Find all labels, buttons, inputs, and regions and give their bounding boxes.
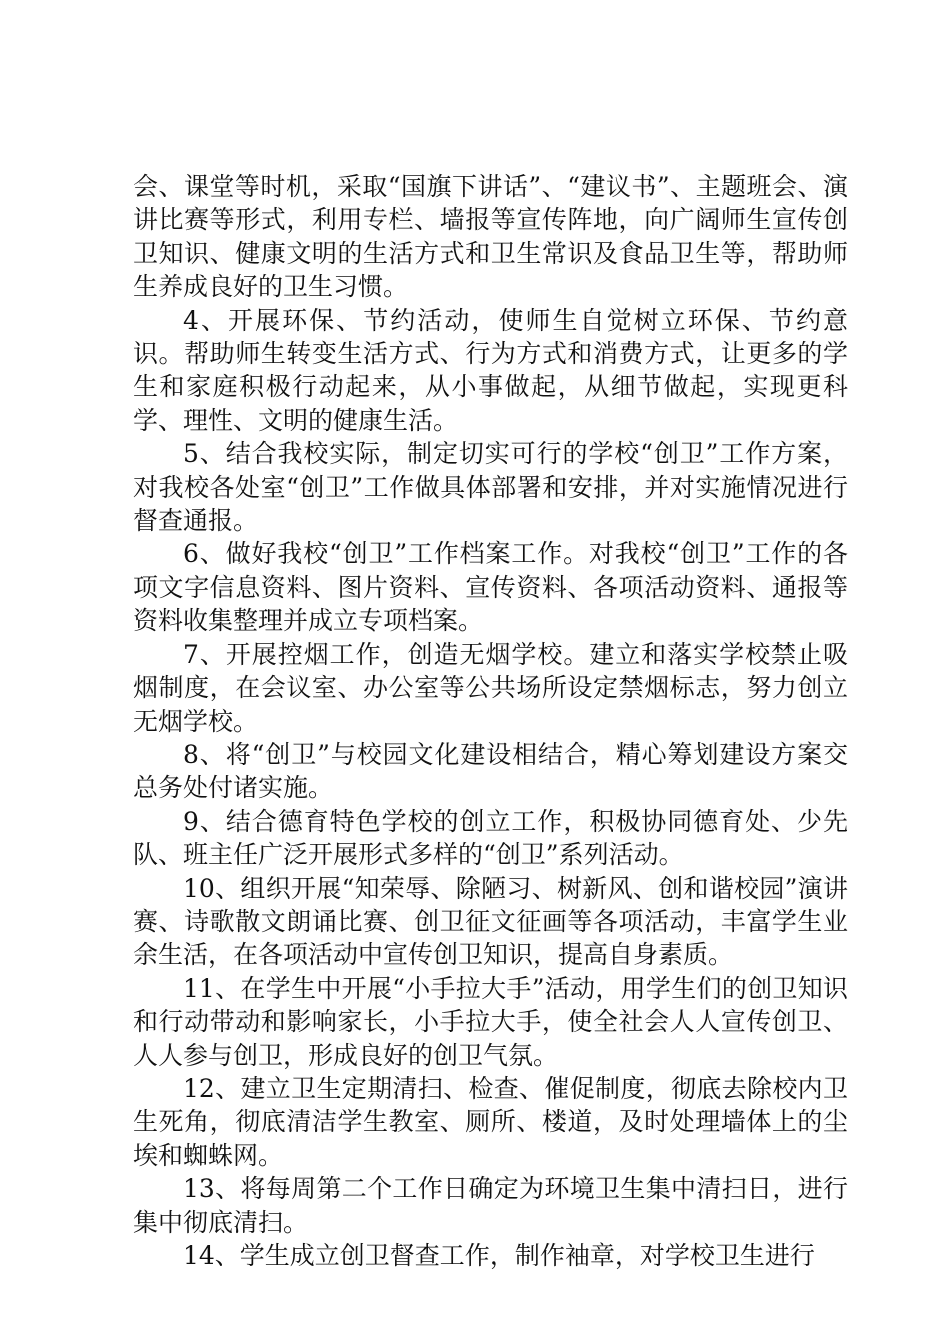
paragraph-item-6: 6、做好我校“创卫”工作档案工作。对我校“创卫”工作的各项文字信息资料、图片资料、宣传资料、各项活动资料、通报等资料收集整理并成立专项档案。 — [133, 539, 848, 636]
paragraph-item-8: 8、将“创卫”与校园文化建设相结合，精心筹划建设方案交总务处付诸实施。 — [133, 739, 848, 803]
paragraph-item-14: 14、学生成立创卫督查工作，制作袖章，对学校卫生进行 — [183, 1241, 815, 1270]
paragraph-item-12: 12、建立卫生定期清扫、检查、催促制度，彻底去除校内卫生死角，彻底清洁学生教室、厕所、楼道，及时处理墙体上的尘埃和蜘蛛网。 — [133, 1073, 848, 1170]
paragraph-item-11: 11、在学生中开展“小手拉大手”活动，用学生们的创卫知识和行动带动和影响家长，小手拉大手，使全社会人人宣传创卫、人人参与创卫，形成良好的创卫气氛。 — [133, 973, 848, 1070]
paragraph-item-7: 7、开展控烟工作，创造无烟学校。建立和落实学校禁止吸烟制度，在会议室、办公室等公共场所设定禁烟标志，努力创立无烟学校。 — [133, 639, 848, 736]
paragraph-item-4: 4、开展环保、节约活动，使师生自觉树立环保、节约意识。帮助师生转变生活方式、行为方式和消费方式，让更多的学生和家庭积极行动起来，从小事做起，从细节做起，实现更科学、理性、文明的健康生活。 — [133, 305, 848, 435]
paragraph-continuation: 会、课堂等时机，采取“国旗下讲话”、“建议书”、主题班会、演讲比赛等形式，利用专栏、墙报等宣传阵地，向广阔师生宣传创卫知识、健康文明的生活方式和卫生常识及食品卫生等，帮助师生养成良好的卫生习惯。 — [133, 172, 848, 302]
paragraph-item-9: 9、结合德育特色学校的创立工作，积极协同德育处、少先队、班主任广泛开展形式多样的“创卫”系列活动。 — [133, 806, 848, 870]
document-body — [133, 170, 848, 1272]
paragraph-item-5: 5、结合我校实际，制定切实可行的学校“创卫”工作方案，对我校各处室“创卫”工作做具体部署和安排，并对实施情况进行督查通报。 — [133, 439, 848, 536]
paragraph-item-10: 10、组织开展“知荣辱、除陋习、树新风、创和谐校园”演讲赛、诗歌散文朗诵比赛、创卫征文征画等各项活动，丰富学生业余生活，在各项活动中宣传创卫知识，提高自身素质。 — [133, 873, 848, 970]
paragraph-item-13: 13、将每周第二个工作日确定为环境卫生集中清扫日，进行集中彻底清扫。 — [133, 1174, 848, 1237]
